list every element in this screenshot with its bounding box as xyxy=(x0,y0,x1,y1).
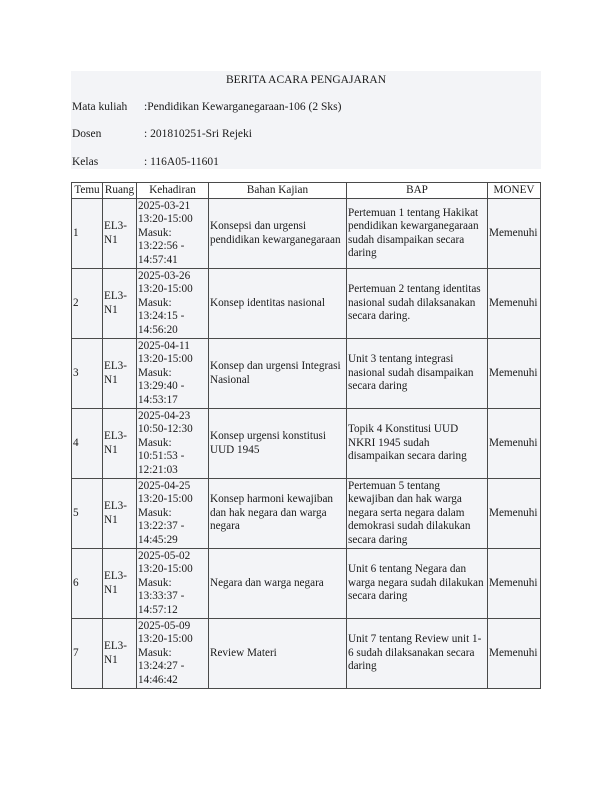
cell-temu: 3 xyxy=(72,339,103,409)
cell-bap: Pertemuan 1 tentang Hakikat pendidikan kewarganegaraan sudah disampaikan secara daring xyxy=(347,199,488,269)
kehadiran-tanggal: 2025-04-23 xyxy=(138,409,191,422)
cell-kehadiran xyxy=(137,409,209,479)
kehadiran-jam: 13:20-15:00 xyxy=(138,563,193,576)
cell-kehadiran xyxy=(137,339,209,409)
header-info-block xyxy=(71,71,541,169)
cell-ruang: EL3-N1 xyxy=(103,619,137,689)
cell-bahan-kajian: Review Materi xyxy=(209,619,347,689)
kehadiran-masuk-mulai: 13:22:37 - xyxy=(138,520,185,533)
cell-bap: Pertemuan 5 tentang kewajiban dan hak warga negara serta negara dalam demokrasi sudah dilakukan secara daring xyxy=(347,479,488,549)
kehadiran-masuk-selesai: 14:57:12 xyxy=(138,603,178,616)
cell-temu: 6 xyxy=(72,549,103,619)
cell-kehadiran xyxy=(137,479,209,549)
kehadiran-masuk-label: Masuk: xyxy=(138,576,172,589)
cell-temu: 5 xyxy=(72,479,103,549)
kehadiran-jam: 13:20-15:00 xyxy=(138,493,193,506)
kehadiran-masuk-mulai: 10:51:53 - xyxy=(138,450,185,463)
cell-bahan-kajian: Konsep identitas nasional xyxy=(209,269,347,339)
cell-bahan-kajian: Konsep urgensi konstitusi UUD 1945 xyxy=(209,409,347,479)
kehadiran-tanggal: 2025-04-25 xyxy=(138,479,191,492)
kehadiran-masuk-label: Masuk: xyxy=(138,436,172,449)
info-row-dosen xyxy=(72,127,252,141)
kehadiran-masuk-label: Masuk: xyxy=(138,226,172,239)
cell-bahan-kajian: Konsepsi dan urgensi pendidikan kewarganegaraan xyxy=(209,199,347,269)
cell-bahan-kajian: Konsep dan urgensi Integrasi Nasional xyxy=(209,339,347,409)
mata-kuliah-value: :Pendidikan Kewarganegaraan-106 (2 Sks) xyxy=(144,101,342,113)
table-row xyxy=(72,479,541,549)
table-header-row xyxy=(72,183,541,199)
kehadiran-tanggal: 2025-04-11 xyxy=(138,339,190,352)
cell-temu: 2 xyxy=(72,269,103,339)
kehadiran-masuk-selesai: 14:46:42 xyxy=(138,673,178,686)
document-title: BERITA ACARA PENGAJARAN xyxy=(225,74,387,86)
table-row xyxy=(72,199,541,269)
cell-ruang: EL3-N1 xyxy=(103,269,137,339)
mata-kuliah-label: Mata kuliah xyxy=(72,101,128,113)
cell-bap: Unit 3 tentang integrasi nasional sudah disampaikan secara daring xyxy=(347,339,488,409)
cell-bahan-kajian: Negara dan warga negara xyxy=(209,549,347,619)
cell-temu: 1 xyxy=(72,199,103,269)
dosen-label: Dosen xyxy=(72,128,102,140)
header-kehadiran: Kehadiran xyxy=(137,183,209,199)
cell-kehadiran xyxy=(137,199,209,269)
cell-bap: Unit 7 tentang Review unit 1-6 sudah dilaksanakan secara daring xyxy=(347,619,488,689)
cell-monev: Memenuhi xyxy=(488,549,541,619)
cell-ruang: EL3-N1 xyxy=(103,479,137,549)
cell-ruang: EL3-N1 xyxy=(103,549,137,619)
kehadiran-masuk-mulai: 13:22:56 - xyxy=(138,240,185,253)
kelas-label: Kelas xyxy=(72,156,99,168)
cell-kehadiran xyxy=(137,269,209,339)
kehadiran-masuk-selesai: 14:56:20 xyxy=(138,323,178,336)
header-bap: BAP xyxy=(347,183,488,199)
cell-kehadiran xyxy=(137,619,209,689)
cell-monev: Memenuhi xyxy=(488,479,541,549)
kehadiran-masuk-mulai: 13:24:15 - xyxy=(138,310,185,323)
table-row xyxy=(72,339,541,409)
cell-monev: Memenuhi xyxy=(488,339,541,409)
kehadiran-jam: 10:50-12:30 xyxy=(138,423,193,436)
cell-ruang: EL3-N1 xyxy=(103,409,137,479)
kehadiran-tanggal: 2025-05-02 xyxy=(138,549,191,562)
kehadiran-tanggal: 2025-05-09 xyxy=(138,619,191,632)
kehadiran-jam: 13:20-15:00 xyxy=(138,633,193,646)
cell-ruang: EL3-N1 xyxy=(103,199,137,269)
kelas-value: : 116A05-11601 xyxy=(144,156,219,168)
header-temu: Temu xyxy=(72,183,103,199)
cell-monev: Memenuhi xyxy=(488,619,541,689)
dosen-value: : 201810251-Sri Rejeki xyxy=(144,128,252,140)
table-row xyxy=(72,549,541,619)
kehadiran-masuk-label: Masuk: xyxy=(138,646,172,659)
kehadiran-masuk-label: Masuk: xyxy=(138,506,172,519)
kehadiran-jam: 13:20-15:00 xyxy=(138,213,193,226)
attendance-table xyxy=(71,182,541,689)
kehadiran-masuk-selesai: 14:45:29 xyxy=(138,533,178,546)
table-row xyxy=(72,619,541,689)
header-bahan-kajian: Bahan Kajian xyxy=(209,183,347,199)
kehadiran-masuk-mulai: 13:29:40 - xyxy=(138,380,185,393)
info-row-mata-kuliah xyxy=(72,100,341,114)
cell-bahan-kajian: Konsep harmoni kewajiban dan hak negara dan warga negara xyxy=(209,479,347,549)
cell-bap: Pertemuan 2 tentang identitas nasional sudah dilaksanakan secara daring. xyxy=(347,269,488,339)
cell-monev: Memenuhi xyxy=(488,269,541,339)
table-row xyxy=(72,269,541,339)
kehadiran-masuk-selesai: 14:57:41 xyxy=(138,253,178,266)
cell-monev: Memenuhi xyxy=(488,409,541,479)
cell-monev: Memenuhi xyxy=(488,199,541,269)
kehadiran-masuk-selesai: 12:21:03 xyxy=(138,463,178,476)
kehadiran-jam: 13:20-15:00 xyxy=(138,283,193,296)
kehadiran-masuk-label: Masuk: xyxy=(138,366,172,379)
kehadiran-masuk-mulai: 13:33:37 - xyxy=(138,590,185,603)
table-row xyxy=(72,409,541,479)
kehadiran-tanggal: 2025-03-26 xyxy=(138,269,191,282)
kehadiran-masuk-label: Masuk: xyxy=(138,296,172,309)
header-ruang: Ruang xyxy=(103,183,137,199)
cell-temu: 4 xyxy=(72,409,103,479)
kehadiran-jam: 13:20-15:00 xyxy=(138,353,193,366)
cell-bap: Unit 6 tentang Negara dan warga negara sudah dilakukan secara daring xyxy=(347,549,488,619)
kehadiran-tanggal: 2025-03-21 xyxy=(138,199,191,212)
kehadiran-masuk-selesai: 14:53:17 xyxy=(138,393,178,406)
cell-ruang: EL3-N1 xyxy=(103,339,137,409)
cell-kehadiran xyxy=(137,549,209,619)
kehadiran-masuk-mulai: 13:24:27 - xyxy=(138,660,185,673)
header-monev: MONEV xyxy=(488,183,541,199)
cell-temu: 7 xyxy=(72,619,103,689)
info-row-kelas xyxy=(72,155,219,169)
cell-bap: Topik 4 Konstitusi UUD NKRI 1945 sudah disampaikan secara daring xyxy=(347,409,488,479)
